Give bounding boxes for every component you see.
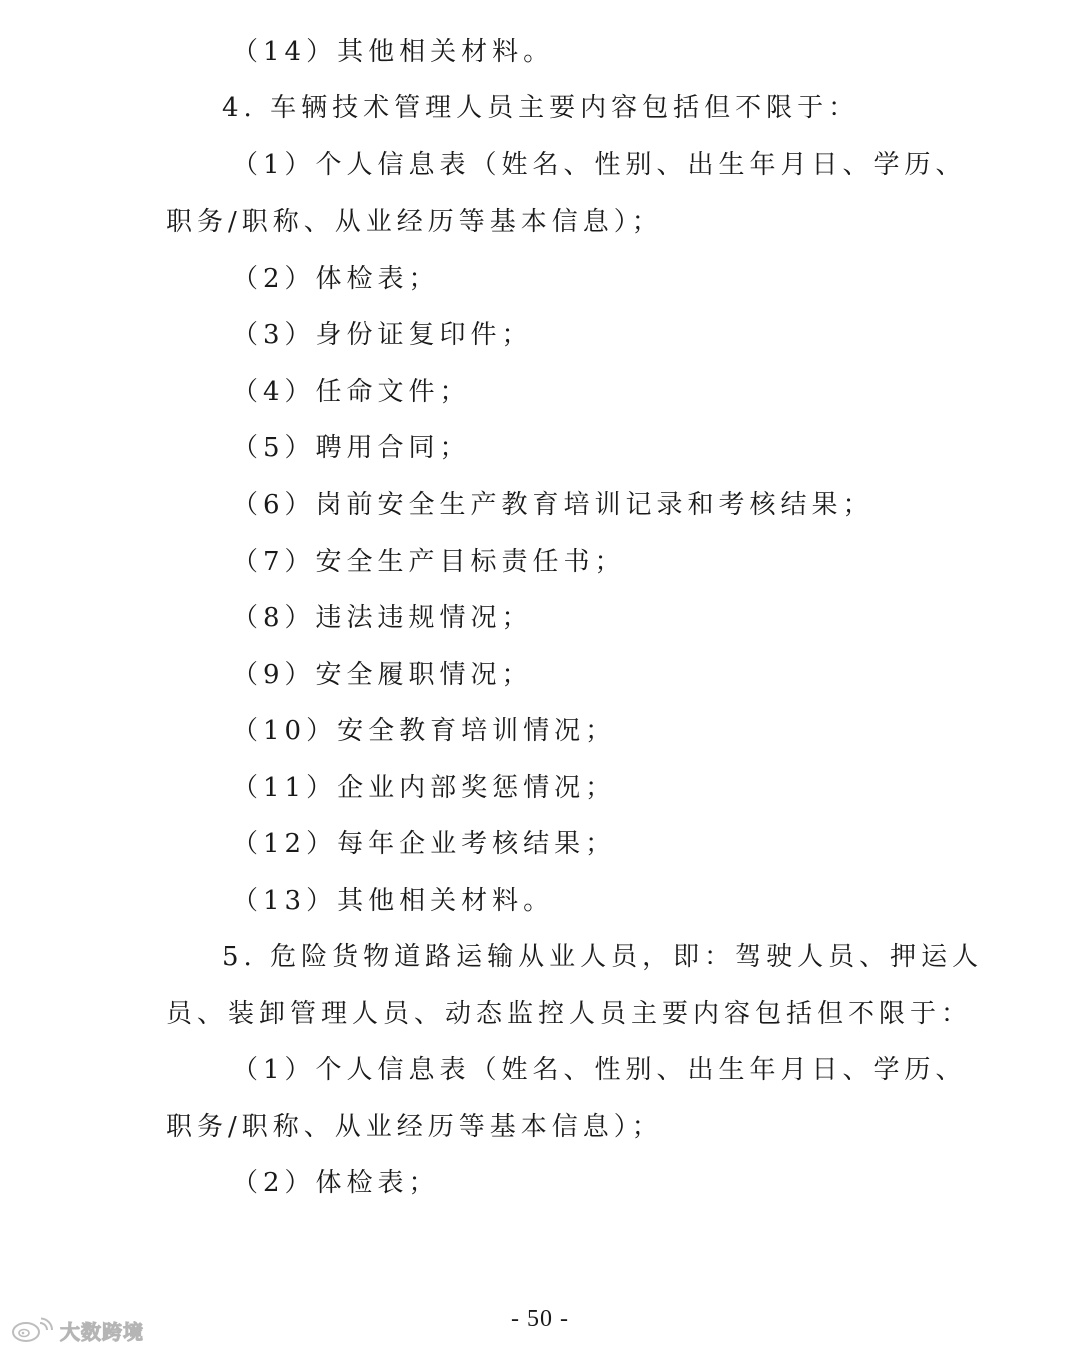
section-heading: 5. 危险货物道路运输从业人员，即：驾驶人员、押运人	[222, 942, 984, 972]
watermark-text: 大数跨境	[60, 1319, 144, 1344]
list-item: （12）每年企业考核结果；	[232, 829, 617, 859]
list-item-continuation: 职务/职称、从业经历等基本信息）；	[166, 207, 663, 237]
list-item: （1）个人信息表（姓名、性别、出生年月日、学历、	[232, 150, 967, 180]
weibo-logo-icon	[10, 1317, 54, 1343]
page-number: - 50 -	[511, 1306, 569, 1332]
section-heading: 4. 车辆技术管理人员主要内容包括但不限于：	[222, 93, 860, 123]
list-item: （2）体检表；	[232, 1168, 440, 1198]
list-item: （6）岗前安全生产教育培训记录和考核结果；	[232, 490, 874, 520]
list-item: （14）其他相关材料。	[232, 37, 555, 67]
list-item: （8）违法违规情况；	[232, 603, 533, 633]
list-item: （9）安全履职情况；	[232, 660, 533, 690]
list-item-continuation: 职务/职称、从业经历等基本信息）；	[166, 1112, 663, 1142]
watermark	[10, 1315, 144, 1345]
list-item: （10）安全教育培训情况；	[232, 716, 617, 746]
list-item: （1）个人信息表（姓名、性别、出生年月日、学历、	[232, 1055, 967, 1085]
section-heading-continuation: 员、装卸管理人员、动态监控人员主要内容包括但不限于：	[166, 999, 973, 1029]
list-item: （4）任命文件；	[232, 377, 471, 407]
list-item: （7）安全生产目标责任书；	[232, 547, 626, 577]
list-item: （5）聘用合同；	[232, 433, 471, 463]
list-item: （13）其他相关材料。	[232, 886, 555, 916]
list-item: （11）企业内部奖惩情况；	[232, 773, 617, 803]
list-item: （3）身份证复印件；	[232, 320, 533, 350]
list-item: （2）体检表；	[232, 264, 440, 294]
